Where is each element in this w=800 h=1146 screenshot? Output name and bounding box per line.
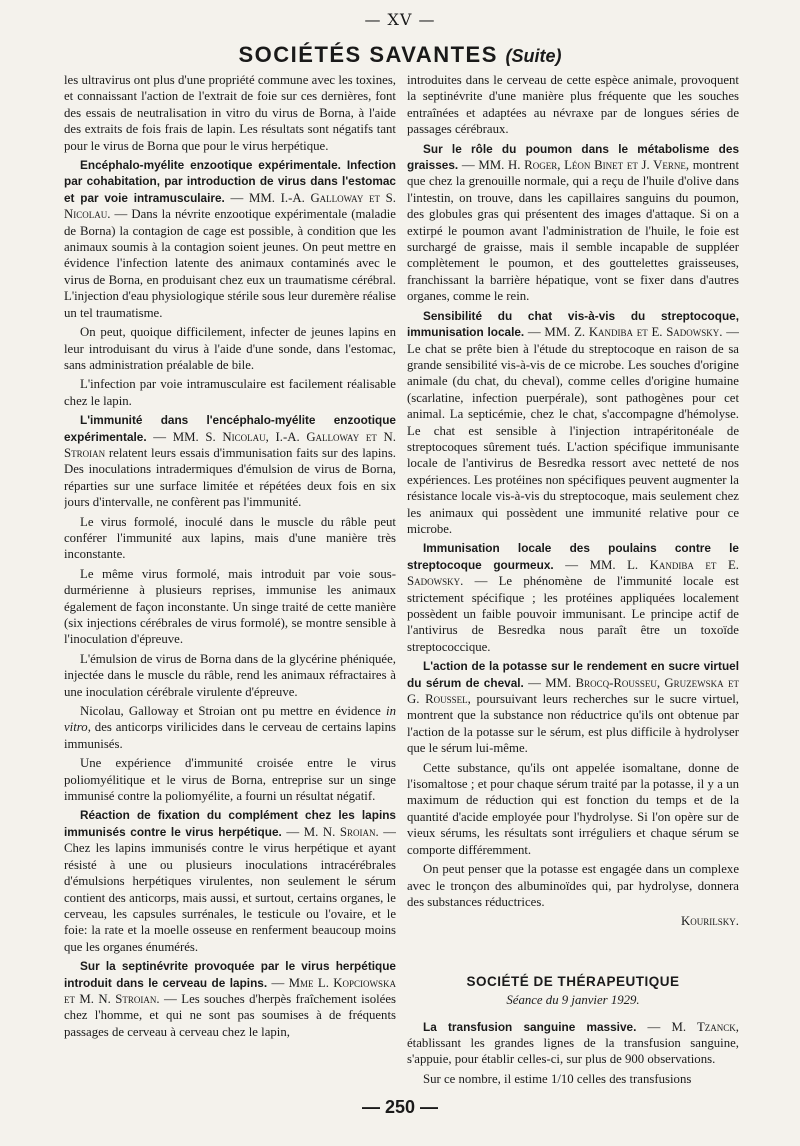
- text-run: , des anticorps virilicides dans le cerveau de certains lapins immunisés.: [64, 720, 396, 751]
- paragraph: Le virus formolé, inoculé dans le muscle du râble peut conférer l'immunité aux lapins, mais d'une manière très inconstante.: [64, 514, 396, 562]
- article-authors: — MM. S. Nicolau, I.-A. Galloway et N. Stroian: [64, 429, 396, 460]
- article-text: — Les souches d'herpès fraîchement isolées chez l'homme, et qui ne sont pas soumises à de fréquents passages de cerveau à cerveau chez le lapin,: [64, 991, 396, 1039]
- article-text: — Chez les lapins immunisés contre le virus herpétique et ayant résisté à une ou plusieurs inoculations intracérébrales d'émulsions herpétiques virulentes, non seulement le sérum contient des anticorps, mais aussi, et surtout, certains organes, le cerveau, les capsules surrénales, le testicule ou l'ovaire, et le foie: la rate et la moelle osseuse en renferment beaucoup moins que les organes énumérés.: [64, 824, 396, 954]
- article-title: L'action de la potasse sur le rendement en sucre virtuel du sérum de cheval.: [407, 659, 739, 690]
- article-immunite: [64, 412, 396, 510]
- left-column: [64, 72, 396, 1088]
- article-potasse: [407, 658, 739, 756]
- seance-date: Séance du 9 janvier 1929.: [506, 993, 640, 1008]
- article-authors: — MM. I.-A. Galloway et S. Nicolau.: [64, 190, 396, 222]
- article-text: montrent que chez la grenouille normale, qui a reçu de l'huile d'olive dans l'intestin, on trouve, dans les capillaires sanguins du poumon, des globules gras qui présentent des images d'attaque. Si on a extirpé le poumon avant l'administration de l'huile, le foie est surchargé de graisse, mais il semble incapable de suppléer complètement le poumon, et des gouttelettes graisseuses, franchissant la barrière hépatique, vont se fixer dans d'autres organes, comme le rein.: [407, 158, 739, 304]
- article-authors: — MM. H. Roger, Léon Binet et J. Verne,: [461, 158, 690, 173]
- article-title: Réaction de fixation du complément chez les lapins immunisés contre le virus herpétique.: [64, 808, 396, 839]
- paragraph: [64, 703, 396, 752]
- text-run: Nicolau, Galloway et Stroian ont pu mettre en évidence: [80, 704, 381, 719]
- article-authors: — M. N. Sroian.: [286, 824, 379, 839]
- article-text: relatent leurs essais d'immunisation faits sur des lapins. Des inoculations intradermiques d'émulsion de virus de Borna, réparties sur une surface limitée et répétées deux fois en six jours d'intervalle, ne confèrent pas l'immunité.: [64, 445, 396, 510]
- paragraph: L'infection par voie intramusculaire est facilement réalisable chez le lapin.: [64, 377, 396, 408]
- paragraph: Cette substance, qu'ils ont appelée isomaltane, donne de l'isomaltose ; et pour chaque sérum traité par la potasse, il y a un maximum de réduction qui est fonction du temps et de la quantité d'acide employée pour l'hydrolyse. Si l'on opère sur de vieux sérums, les résultats sont irréguliers et chaque sérum se comporte différemment.: [407, 760, 739, 857]
- article-text: — Le phénomène de l'immunité locale est strictement spécifique ; les protéines appliquées localement possèdent un faible pouvoir immunisant. Le principe actif de l'antivirus de Besredka nous paraît être un toxoïde streptococcique.: [407, 574, 739, 654]
- page-title: [0, 42, 800, 68]
- roman-page-number: — XV —: [364, 10, 436, 29]
- signature: Kourilsky.: [681, 914, 739, 929]
- article-text: — Dans la névrite enzootique expérimentale (maladie de Borna) la contagion de cage est possible, à condition que les animaux soumis à la contagion soient jeunes. On peut mettre en évidence l'infection latente des animaux contaminés avec le virus de Borna, en produisant chez eux un traumatisme cérébral. L'injection d'eau physiologique stérile sous leur duremère réalise un tel traumatisme.: [64, 207, 396, 320]
- paragraph: Le même virus formolé, mais introduit par voie sous-durmérienne à plusieurs reprises, immunise les animaux également de façon inconstante. Un singe traité de cette manière (six injections cérébrales de virus formolé), se montre sensible à l'inoculation d'épreuve.: [64, 566, 396, 647]
- article-fixation: [64, 807, 396, 955]
- article-chat: [407, 308, 739, 538]
- article-authors: — M. Tzanck,: [647, 1019, 739, 1034]
- article-text: poursuivant leurs recherches sur le sucre virtuel, montrent que la substance non réductrice qu'ils ont obtenue par l'action de la potasse sur le sérum, est plus difficile à hydrolyser que le sérum lui-même.: [407, 692, 739, 756]
- paragraph: Une expérience d'immunité croisée entre le virus poliomyélitique et le virus de Borna, entreprise sur un singe immunisé contre la poliomyélite, a fourni un résultat négatif.: [64, 756, 396, 804]
- article-authors: — MM. Z. Kandiba et E. Sadowsky.: [527, 325, 723, 340]
- italic-run: in vitro: [64, 704, 396, 735]
- paragraph: les ultravirus ont plus d'une propriété commune avec les toxines, et connaissant l'action de l'extrait de foie sur ces dernières, font des essais de neutralisation in vitro du virus de Borna, à l'aide des extraits de fois frais de lapin. Les résultats sont négatifs tant pour le virus de Borna que pour le virus herpétique.: [64, 73, 396, 153]
- article-authors: — MM. L. Kandiba et E. Sadowsky.: [407, 557, 739, 589]
- paragraph: On peut penser que la potasse est engagée dans un complexe avec le tronçon des albuminoïdes qui, par hydrolyse, donnera des substances réductrices.: [407, 862, 739, 909]
- paragraph: introduites dans le cerveau de cette espèce animale, provoquent la septinévrite d'une manière plus fréquente que les souches entraînées et adaptées au névraxe par de longues séries de passages cérébraux.: [407, 73, 739, 137]
- paragraph: Sur ce nombre, il estime 1/10 celles des transfusions: [423, 1071, 692, 1086]
- article-text: établissant les grandes lignes de la transfusion sanguine, s'appuie, pour établir celles-ci, sur plus de 900 observations.: [407, 1035, 739, 1067]
- article-poumon: [407, 141, 739, 305]
- article-title: L'immunité dans l'encéphalo-myélite enzootique expérimentale.: [64, 413, 396, 444]
- article-authors: — MM. Brocq-Rousseu, Gruzewska et G. Roussel,: [407, 675, 739, 707]
- section-title: SOCIÉTÉ DE THÉRAPEUTIQUE: [466, 973, 680, 989]
- article-septinevrite: [64, 958, 396, 1040]
- article-poulains: [407, 540, 739, 655]
- article-bordeaux-infection: [64, 157, 396, 321]
- article-title: Immunisation locale des poulains contre le streptocoque gourmeux.: [407, 541, 739, 572]
- article-transfusion: [407, 1019, 739, 1068]
- article-authors: — Mme L. Kopciowska et M. N. Stroian.: [64, 975, 396, 1006]
- article-title: Sur la septinévrite provoquée par le virus herpétique introduit dans le cerveau de lapins.: [64, 959, 396, 990]
- paragraph: L'émulsion de virus de Borna dans de la glycérine phéniquée, injectée dans le muscle du râble, rend les animaux réfractaires à une inoculation cérébrale virulente d'épreuve.: [64, 651, 396, 699]
- right-column: [407, 72, 739, 1088]
- page-title-main: SOCIÉTÉS SAVANTES: [238, 42, 498, 67]
- paragraph: On peut, quoique difficilement, infecter de jeunes lapins en leur introduisant du virus à l'aide d'une sonde, dans l'estomac, sans administration préalable de bile.: [64, 325, 396, 372]
- article-title: Encéphalo-myélite enzootique expérimentale. Infection par cohabitation, par introduction de virus dans l'estomac et par voie intramusculaire.: [64, 158, 396, 205]
- article-title: Sur le rôle du poumon dans le métabolisme des graisses.: [407, 141, 739, 173]
- page-number: — 250 —: [361, 1097, 439, 1117]
- article-title: Sensibilité du chat vis-à-vis du streptocoque, immunisation locale.: [407, 308, 739, 340]
- article-title: La transfusion sanguine massive.: [423, 1019, 637, 1034]
- article-text: — Le chat se prête bien à l'étude du streptocoque en raison de sa grande sensibilité vis-à-vis de ce microbe. Les souches d'origine animale (du chat, du cheval), comme celles d'origine humaine (scarlatine, infection puerpérale), sont pathogènes pour cet animal. La septicémie, chez le chat, s'accompagne d'hémolyse. Le chat est sensible à l'injection intrapéritonéale de streptocoques sûrement tués. L'action spécifique immunisante locale de l'antivirus de Besredka ressort avec netteté de nos expériences. Les protéines non spécifiques peuvent augmenter la résistance locale vis-à-vis du streptocoque, mais seulement chez les animaux qui possèdent une immunité relative pour ce microbe.: [407, 325, 739, 536]
- page-title-suffix: (Suite): [505, 46, 562, 66]
